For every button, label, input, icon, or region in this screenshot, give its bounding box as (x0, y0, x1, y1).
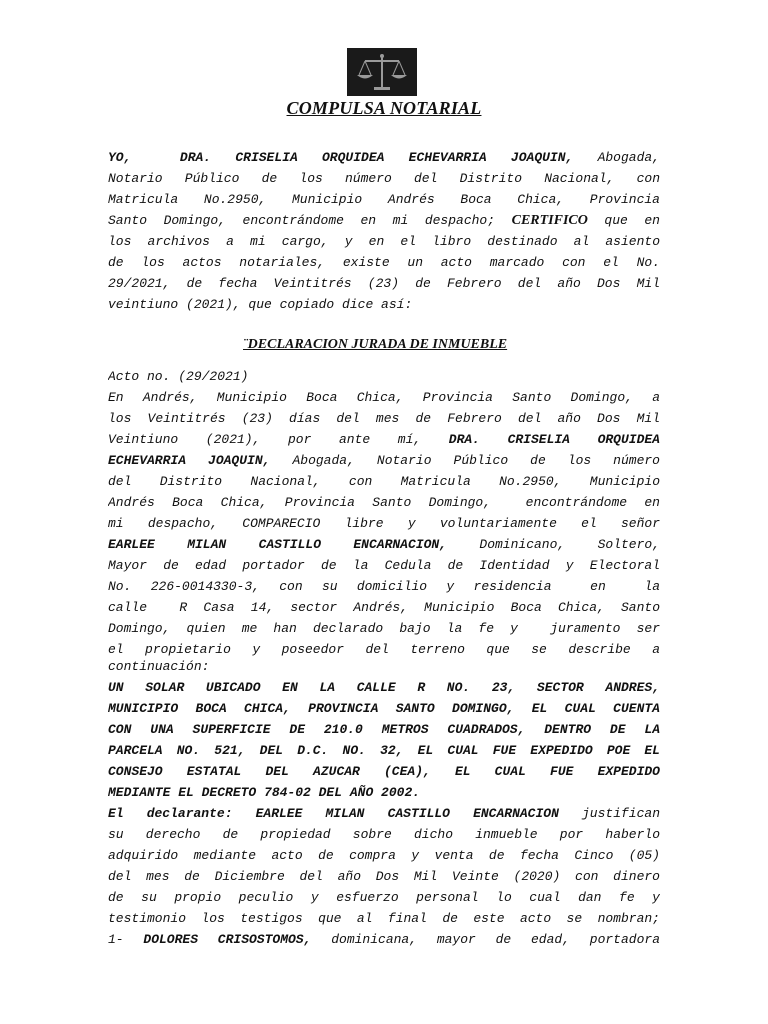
body-line-12: Domingo, quien me han declarado bajo la fe y juramento ser (108, 621, 660, 636)
witness-details: dominicana, mayor de edad, portadora (331, 932, 660, 947)
acto-number: Acto no. (29/2021) (108, 369, 249, 384)
intro-line-5: los archivos a mi cargo, y en el libro destinado al asiento (108, 234, 660, 249)
body-line-3-a: Veintiuno (2021), por ante mí, (108, 432, 422, 447)
body-line-1: En Andrés, Municipio Boca Chica, Provincia Santo Domingo, a (108, 390, 660, 405)
declarant-label: El declarante: EARLEE MILAN CASTILLO ENCARNACION (108, 806, 559, 821)
body-line-8-b: Dominicano, Soltero, (479, 537, 660, 552)
witness-number: 1- (108, 932, 124, 947)
declarant-line-6: testimonio los testigos que al final de este acto se nombran; (108, 911, 660, 926)
intro-line-7: 29/2021, de fecha Veintitrés (23) de Febrero del año Dos Mil (108, 276, 660, 291)
intro-line-4-a: Santo Domingo, encontrándome en mi despacho; (108, 213, 496, 228)
property-line-3: CON UNA SUPERFICIE DE 210.0 METROS CUADRADOS, DENTRO DE LA (108, 722, 660, 737)
property-line-2: MUNICIPIO BOCA CHICA, PROVINCIA SANTO DOMINGO, EL CUAL CUENTA (108, 701, 660, 716)
body-line-2: los Veintitrés (23) días del mes de Febrero del año Dos Mil (108, 411, 660, 426)
declarant-line-4: del mes de Diciembre del año Dos Mil Veinte (2020) con dinero (108, 869, 660, 884)
scales-of-justice-icon (347, 48, 417, 96)
intro-line-2: Notario Público de los número del Distrito Nacional, con (108, 171, 660, 186)
declarant-name: EARLEE MILAN CASTILLO ENCARNACION, (108, 537, 447, 552)
body-line-4 (108, 450, 660, 471)
certifico-word: CERTIFICO (511, 213, 588, 228)
intro-line-4 (108, 210, 660, 231)
body-line-8 (108, 534, 660, 555)
body-line-5: del Distrito Nacional, con Matricula No.2950, Municipio (108, 474, 660, 489)
body-line-4-b: Abogada, Notario Público de los número (292, 453, 660, 468)
notary-name: DRA. CRISELIA ORQUIDEA (448, 432, 660, 447)
body-line-9: Mayor de edad portador de la Cedula de Identidad y Electoral (108, 558, 660, 573)
intro-line-1 (108, 147, 660, 168)
body-line-11: calle R Casa 14, sector Andrés, Municipio Boca Chica, Santo (108, 600, 660, 615)
section-title: ¨DECLARACION JURADA DE INMUEBLE (243, 337, 508, 352)
witness-line-1 (108, 929, 660, 950)
document-title: COMPULSA NOTARIAL (286, 98, 482, 118)
intro-line-6: de los actos notariales, existe un acto marcado con el No. (108, 255, 660, 270)
intro-line-3: Matricula No.2950, Municipio Andrés Boca Chica, Provincia (108, 192, 660, 207)
body-line-3 (108, 429, 660, 450)
property-line-5: CONSEJO ESTATAL DEL AZUCAR (CEA), EL CUAL FUE EXPEDIDO (108, 764, 660, 779)
body-line-14: continuación: (108, 659, 210, 674)
notary-surname: ECHEVARRIA JOAQUIN, (108, 453, 271, 468)
declarant-line-5: de su propio peculio y esfuerzo personal lo cual dan fe y (108, 890, 660, 905)
declarant-line-1-b: justifican (581, 806, 660, 821)
witness-name: DOLORES CRISOSTOMOS, (143, 932, 312, 947)
body-line-7: mi despacho, COMPARECIO libre y voluntariamente el señor (108, 516, 660, 531)
declarant-line-2: su derecho de propiedad sobre dicho inmueble por haberlo (108, 827, 660, 842)
intro-line-4-b: que en (604, 213, 660, 228)
body-line-13: el propietario y poseedor del terreno que se describe a (108, 642, 660, 657)
intro-line-1-rest: Abogada, (597, 150, 660, 165)
intro-line-8: veintiuno (2021), que copiado dice así: (108, 297, 413, 312)
body-line-10: No. 226-0014330-3, con su domicilio y residencia en la (108, 579, 660, 594)
notary-name: DRA. CRISELIA ORQUIDEA ECHEVARRIA JOAQUIN, (179, 150, 574, 165)
property-line-1: UN SOLAR UBICADO EN LA CALLE R NO. 23, SECTOR ANDRES, (108, 680, 660, 695)
declarant-line-1 (108, 803, 660, 824)
property-line-4: PARCELA NO. 521, DEL D.C. NO. 32, EL CUAL FUE EXPEDIDO POE EL (108, 743, 660, 758)
body-line-6: Andrés Boca Chica, Provincia Santo Domingo, encontrándome en (108, 495, 660, 510)
intro-yo: YO, (108, 150, 132, 165)
property-line-6: MEDIANTE EL DECRETO 784-02 DEL AÑO 2002. (108, 785, 421, 800)
declarant-line-3: adquirido mediante acto de compra y venta de fecha Cinco (05) (108, 848, 660, 863)
